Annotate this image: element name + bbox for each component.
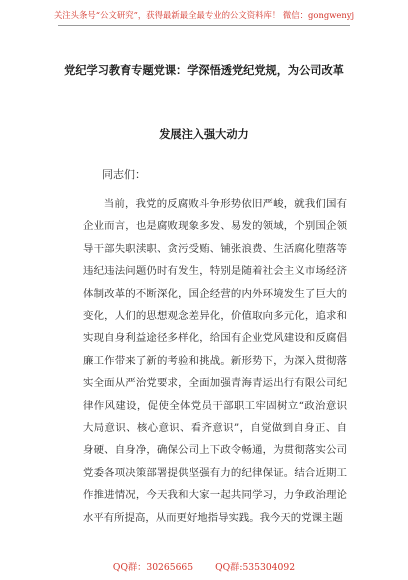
body-paragraph: 当前，我党的反腐败斗争形势依旧严峻，就我们国有企业而言，也是腐败现象多发、易发的领域，个别国企领导干部失职渎职、贪污受贿、铺张浪费、生活腐化堕落等违纪违法问题仍时有发生，特别是随着社会主义市场经济体制改革的不断深化，国企经营的内外环境发生了巨大的变化，人们的思想观念差异化，价值取向多元化，追求和实现自身利益途径多样化，给国有企业党风建设和反腐倡廉工作带来了新的考验和挑战。新形势下，为深入贯彻落实全面从严治党要求，全面加强青海青运出行有限公司纪律作风建设，促使全体党员干部职工牢固树立“政治意识大局意识、核心意识、看齐意识”，自觉做到自身正、自身硬、自身净，确保公司上下政令畅通，为贯彻落实公司党委各项决策部署提供坚强有力的纪律保证。结合近期工作推进情况，今天我和大家一起共同学习，力争政治理论水平有所提高，从而更好地指导实践。我今天的党课主题 (83, 198, 347, 524)
document-title-line-2: 发展注入强大动力 (159, 127, 249, 141)
salutation: 同志们： (102, 168, 146, 181)
header-divider (58, 25, 350, 26)
footer-qq-group-2: QQ群:535304092 (215, 562, 296, 573)
header-promo-note: 关注头条号“公文研究”，获得最新最全最专业的公文资料库！ 微信：gongwenyj (53, 10, 355, 20)
document-title-line-1: 党纪学习教育专题党课：学深悟透党纪党规，为公司改革 (64, 63, 344, 77)
footer-contact (0, 559, 408, 573)
footer-qq-group-1: QQ群：30265665 (112, 562, 194, 573)
